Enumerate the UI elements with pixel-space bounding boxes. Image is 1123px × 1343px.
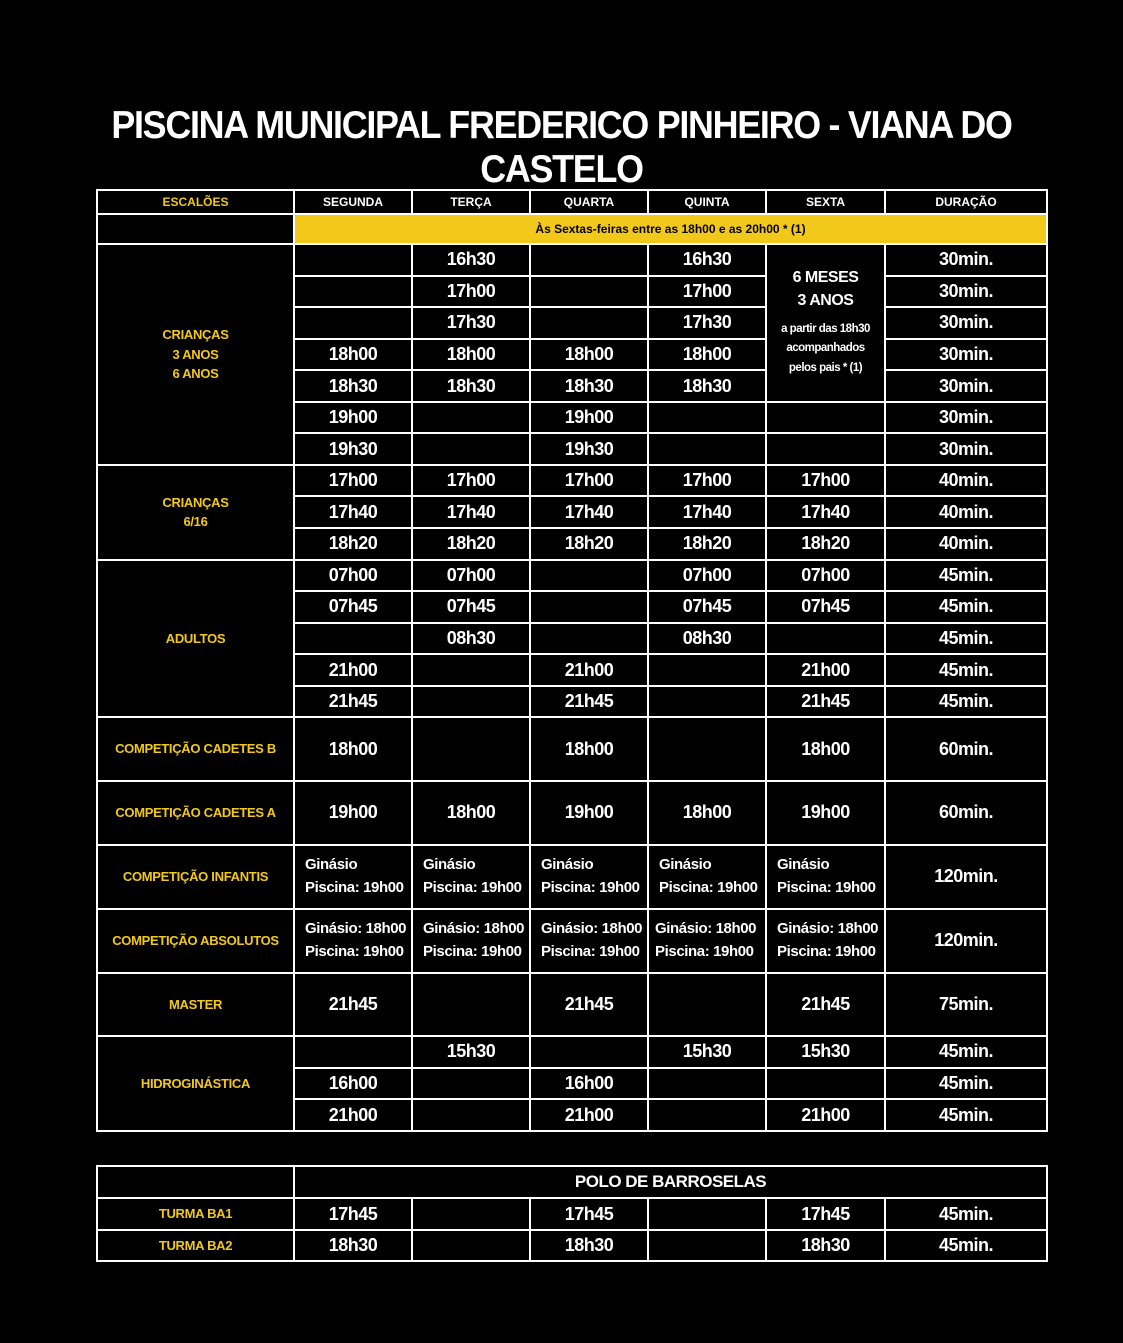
time-cell: 07h45 [766, 591, 885, 623]
note-line: acompanhados [786, 342, 865, 355]
duration-cell: 40min. [885, 496, 1047, 528]
time-cell: 21h00 [530, 654, 648, 686]
time-cell [530, 276, 648, 308]
friday-banner: Às Sextas-feiras entre as 18h00 e as 20h00 * (1) [294, 214, 1047, 244]
time-cell: 19h00 [294, 781, 412, 845]
time-cell [530, 560, 648, 592]
session-line: Ginásio: 18h00 [655, 920, 757, 938]
table-row [97, 717, 1047, 780]
time-cell: 18h00 [412, 339, 530, 371]
time-cell [648, 433, 766, 465]
polo-empty-cell [97, 1166, 294, 1198]
session-cell [766, 845, 885, 909]
time-cell [412, 402, 530, 434]
time-cell: 17h00 [294, 465, 412, 497]
category-infantis: COMPETIÇÃO INFANTIS [97, 845, 294, 909]
session-line: Ginásio [777, 856, 830, 874]
time-cell [648, 654, 766, 686]
sexta-baby-note [766, 244, 885, 402]
time-cell: 17h40 [294, 496, 412, 528]
time-cell: 18h30 [294, 1230, 412, 1261]
header-terca: TERÇA [412, 190, 530, 214]
time-cell [766, 623, 885, 655]
category-adultos: ADULTOS [97, 560, 294, 718]
category-turma-ba1: TURMA BA1 [97, 1198, 294, 1229]
time-cell [294, 307, 412, 339]
time-cell: 07h00 [294, 560, 412, 592]
time-cell [530, 1036, 648, 1068]
time-cell [412, 433, 530, 465]
time-cell [648, 1068, 766, 1100]
time-cell: 17h30 [648, 307, 766, 339]
time-cell [530, 591, 648, 623]
time-cell: 17h00 [412, 276, 530, 308]
duration-cell: 45min. [885, 1068, 1047, 1100]
time-cell [530, 623, 648, 655]
time-cell: 21h45 [530, 686, 648, 718]
table-row [97, 973, 1047, 1036]
schedule-table [96, 189, 1048, 1132]
category-criancas-3-6 [97, 244, 294, 465]
category-line: 6/16 [183, 514, 208, 530]
time-cell: 17h30 [412, 307, 530, 339]
session-line: Ginásio [423, 856, 476, 874]
time-cell: 16h00 [530, 1068, 648, 1100]
time-cell [294, 276, 412, 308]
table-row [97, 909, 1047, 973]
page-title: PISCINA MUNICIPAL FREDERICO PINHEIRO - VIANA DO CASTELO [111, 104, 1012, 191]
duration-cell: 45min. [885, 591, 1047, 623]
session-line: Ginásio [305, 856, 358, 874]
time-cell [648, 717, 766, 780]
session-cell [294, 909, 412, 973]
duration-cell: 45min. [885, 1230, 1047, 1261]
time-cell [648, 686, 766, 718]
header-quarta: QUARTA [530, 190, 648, 214]
time-cell: 16h30 [648, 244, 766, 276]
header-duracao: DURAÇÃO [885, 190, 1047, 214]
session-line: Ginásio: 18h00 [423, 920, 525, 938]
time-cell [412, 717, 530, 780]
table-row [97, 560, 1047, 592]
session-line: Piscina: 19h00 [659, 878, 758, 896]
duration-cell: 45min. [885, 654, 1047, 686]
duration-cell: 60min. [885, 717, 1047, 780]
duration-cell: 45min. [885, 1036, 1047, 1068]
time-cell [530, 244, 648, 276]
category-line: CRIANÇAS [162, 327, 229, 343]
time-cell: 21h00 [766, 1099, 885, 1131]
table-row [97, 781, 1047, 845]
time-cell: 21h45 [766, 973, 885, 1036]
time-cell: 18h00 [648, 781, 766, 845]
time-cell [648, 1198, 766, 1229]
duration-cell: 45min. [885, 1198, 1047, 1229]
time-cell: 18h30 [766, 1230, 885, 1261]
duration-cell: 30min. [885, 370, 1047, 402]
time-cell: 15h30 [766, 1036, 885, 1068]
time-cell [648, 402, 766, 434]
time-cell: 21h45 [294, 973, 412, 1036]
session-line: Ginásio: 18h00 [541, 920, 643, 938]
note-line: 6 MESES [792, 269, 859, 287]
category-cadetes-a: COMPETIÇÃO CADETES A [97, 781, 294, 845]
session-cell [648, 845, 766, 909]
time-cell [294, 1036, 412, 1068]
banner-row [97, 214, 1047, 244]
session-cell [294, 845, 412, 909]
time-cell: 15h30 [412, 1036, 530, 1068]
session-line: Ginásio [541, 856, 594, 874]
time-cell: 18h30 [530, 1230, 648, 1261]
duration-cell: 30min. [885, 244, 1047, 276]
session-line: Ginásio: 18h00 [305, 920, 407, 938]
time-cell [412, 654, 530, 686]
category-turma-ba2: TURMA BA2 [97, 1230, 294, 1261]
time-cell: 17h00 [648, 276, 766, 308]
time-cell: 18h00 [412, 781, 530, 845]
time-cell: 18h20 [648, 528, 766, 560]
polo-title: POLO DE BARROSELAS [294, 1166, 1047, 1198]
time-cell: 07h00 [648, 560, 766, 592]
session-line: Piscina: 19h00 [777, 942, 876, 960]
note-small [767, 320, 884, 379]
session-cell [530, 845, 648, 909]
time-cell [412, 686, 530, 718]
duration-cell: 30min. [885, 339, 1047, 371]
duration-cell: 45min. [885, 560, 1047, 592]
time-cell: 17h00 [412, 465, 530, 497]
time-cell: 17h45 [294, 1198, 412, 1229]
session-cell [648, 909, 766, 973]
banner-empty-cell [97, 214, 294, 244]
time-cell: 21h00 [530, 1099, 648, 1131]
time-cell [294, 623, 412, 655]
time-cell: 21h00 [294, 1099, 412, 1131]
note-line: 3 ANOS [797, 291, 854, 309]
time-cell: 17h40 [648, 496, 766, 528]
time-cell: 21h45 [766, 686, 885, 718]
duration-cell: 45min. [885, 686, 1047, 718]
time-cell: 19h30 [530, 433, 648, 465]
time-cell [294, 244, 412, 276]
time-cell [412, 1198, 530, 1229]
category-cadetes-b: COMPETIÇÃO CADETES B [97, 717, 294, 780]
time-cell [766, 433, 885, 465]
time-cell: 18h20 [294, 528, 412, 560]
category-line: 6 ANOS [172, 366, 219, 382]
duration-cell: 120min. [885, 845, 1047, 909]
session-line: Piscina: 19h00 [541, 942, 640, 960]
time-cell: 18h30 [294, 370, 412, 402]
duration-cell: 30min. [885, 402, 1047, 434]
category-absolutos: COMPETIÇÃO ABSOLUTOS [97, 909, 294, 973]
time-cell: 18h30 [530, 370, 648, 402]
time-cell [412, 1099, 530, 1131]
category-hidroginastica: HIDROGINÁSTICA [97, 1036, 294, 1131]
time-cell: 16h30 [412, 244, 530, 276]
time-cell: 19h00 [530, 402, 648, 434]
time-cell [530, 307, 648, 339]
table-row [97, 1036, 1047, 1068]
time-cell: 19h30 [294, 433, 412, 465]
time-cell [412, 1068, 530, 1100]
time-cell [648, 1230, 766, 1261]
duration-cell: 60min. [885, 781, 1047, 845]
time-cell [412, 1230, 530, 1261]
session-cell [412, 845, 530, 909]
time-cell: 19h00 [294, 402, 412, 434]
time-cell: 17h00 [648, 465, 766, 497]
duration-cell: 45min. [885, 1099, 1047, 1131]
header-sexta: SEXTA [766, 190, 885, 214]
time-cell: 18h30 [648, 370, 766, 402]
time-cell: 08h30 [412, 623, 530, 655]
session-line: Piscina: 19h00 [655, 942, 754, 960]
session-line: Ginásio: 18h00 [777, 920, 879, 938]
time-cell: 18h30 [412, 370, 530, 402]
time-cell: 21h00 [766, 654, 885, 686]
time-cell: 18h00 [530, 339, 648, 371]
header-row [97, 190, 1047, 214]
time-cell: 18h20 [530, 528, 648, 560]
session-cell [530, 909, 648, 973]
time-cell: 17h40 [530, 496, 648, 528]
table-row [97, 465, 1047, 497]
time-cell: 08h30 [648, 623, 766, 655]
time-cell: 16h00 [294, 1068, 412, 1100]
time-cell: 18h00 [766, 717, 885, 780]
time-cell: 17h40 [766, 496, 885, 528]
category-line: 3 ANOS [172, 346, 219, 362]
session-line: Piscina: 19h00 [777, 878, 876, 896]
table-row [97, 1198, 1047, 1229]
header-escaloes: ESCALÕES [97, 190, 294, 214]
time-cell: 07h45 [648, 591, 766, 623]
time-cell [648, 1099, 766, 1131]
note-line: pelos pais * (1) [788, 362, 863, 375]
time-cell: 19h00 [530, 781, 648, 845]
time-cell: 18h20 [766, 528, 885, 560]
note-line: a partir das 18h30 [781, 322, 870, 335]
time-cell: 18h20 [412, 528, 530, 560]
duration-cell: 30min. [885, 276, 1047, 308]
duration-cell: 40min. [885, 528, 1047, 560]
time-cell [766, 1068, 885, 1100]
polo-header-row [97, 1166, 1047, 1198]
time-cell: 17h00 [766, 465, 885, 497]
time-cell: 17h40 [412, 496, 530, 528]
category-criancas-6-16 [97, 465, 294, 560]
table-row [97, 1230, 1047, 1261]
time-cell: 18h00 [294, 717, 412, 780]
time-cell: 18h00 [294, 339, 412, 371]
category-line: CRIANÇAS [162, 494, 229, 510]
session-line: Piscina: 19h00 [305, 942, 404, 960]
session-line: Piscina: 19h00 [423, 878, 522, 896]
time-cell: 15h30 [648, 1036, 766, 1068]
time-cell: 07h45 [412, 591, 530, 623]
header-segunda: SEGUNDA [294, 190, 412, 214]
time-cell [648, 973, 766, 1036]
session-line: Piscina: 19h00 [305, 878, 404, 896]
time-cell: 07h45 [294, 591, 412, 623]
duration-cell: 120min. [885, 909, 1047, 973]
polo-table [96, 1165, 1048, 1262]
header-quinta: QUINTA [648, 190, 766, 214]
table-row [97, 244, 1047, 276]
duration-cell: 45min. [885, 623, 1047, 655]
session-cell [412, 909, 530, 973]
session-cell [766, 909, 885, 973]
session-line: Piscina: 19h00 [541, 878, 640, 896]
session-line: Ginásio [659, 856, 712, 874]
time-cell: 17h45 [530, 1198, 648, 1229]
category-master: MASTER [97, 973, 294, 1036]
duration-cell: 75min. [885, 973, 1047, 1036]
time-cell: 21h45 [530, 973, 648, 1036]
session-line: Piscina: 19h00 [423, 942, 522, 960]
time-cell: 18h00 [648, 339, 766, 371]
time-cell: 19h00 [766, 781, 885, 845]
time-cell: 21h45 [294, 686, 412, 718]
duration-cell: 40min. [885, 465, 1047, 497]
time-cell: 17h45 [766, 1198, 885, 1229]
duration-cell: 30min. [885, 433, 1047, 465]
time-cell: 18h00 [530, 717, 648, 780]
time-cell [412, 973, 530, 1036]
duration-cell: 30min. [885, 307, 1047, 339]
time-cell: 07h00 [766, 560, 885, 592]
time-cell: 21h00 [294, 654, 412, 686]
time-cell: 07h00 [412, 560, 530, 592]
table-row [97, 845, 1047, 909]
time-cell: 17h00 [530, 465, 648, 497]
time-cell [766, 402, 885, 434]
